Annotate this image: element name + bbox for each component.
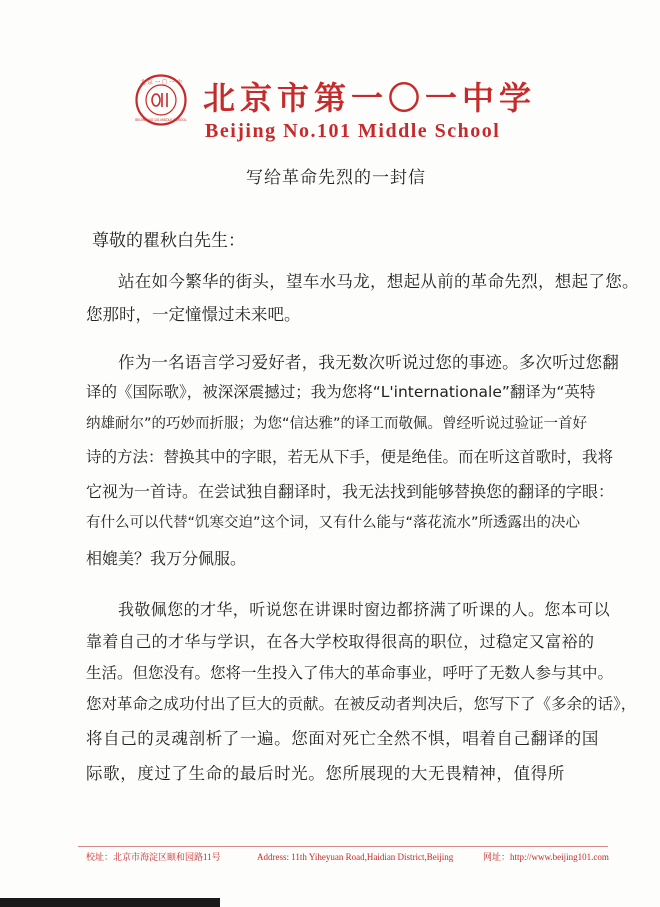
school-name-cn: 北京市第一〇一中学 xyxy=(203,79,537,117)
school-logo xyxy=(135,74,187,126)
letter-line: 译的《国际歌》，被深深震撼过；我为您将“L'internationale”翻译为“英特 xyxy=(86,383,596,401)
letter-line: 有什么可以代替“饥寒交迫”这个词，又有什么能与“落花流水”所透露出的决心 xyxy=(86,515,581,531)
svg-text:北 京 一 〇 一 中: 北 京 一 〇 一 中 xyxy=(140,80,182,86)
letter-line: 它视为一首诗。在尝试独自翻译时，我无法找到能够替换您的翻译的字眼： xyxy=(86,482,615,501)
school-name-en: Beijing No.101 Middle School xyxy=(205,120,501,142)
letter-line: 靠着自己的才华与学识，在各大学校取得很高的职位，过稳定又富裕的 xyxy=(86,632,595,651)
letter-line: 生活。但您没有。您将一生投入了伟大的革命事业，呼吁了无数人参与其中。 xyxy=(86,664,614,682)
footer-rule xyxy=(78,846,608,847)
letter-salutation: 尊敬的瞿秋白先生： xyxy=(92,231,245,251)
footer-website: 网址：http://www.beijing101.com xyxy=(483,852,609,862)
letter-line: 我敬佩您的才华，听说您在讲课时窗边都挤满了听课的人。您本可以 xyxy=(118,600,611,619)
scan-edge-mark xyxy=(0,898,220,907)
footer-address-cn: 校址：北京市海淀区颐和园路11号 xyxy=(86,852,221,862)
letter-line: 际歌，度过了生命的最后时光。您所展现的大无畏精神，值得所 xyxy=(86,764,565,783)
footer-address-en: Address: 11th Yiheyuan Road,Haidian District,Beijing xyxy=(257,852,454,862)
letter-line: 您那时，一定憧憬过未来吧。 xyxy=(86,305,301,324)
svg-text:BEIJING NO.101 MIDDLE SCHOOL: BEIJING NO.101 MIDDLE SCHOOL xyxy=(135,118,187,122)
letter-line: 纳雄耐尔”的巧妙而折服；为您“信达雅”的译工而敬佩。曾经听说过验证一首好 xyxy=(86,416,588,432)
letter-title: 写给革命先烈的一封信 xyxy=(246,168,426,188)
letter-line: 站在如今繁华的街头，望车水马龙，想起从前的革命先烈，想起了您。 xyxy=(118,272,639,291)
letter-line: 作为一名语言学习爱好者，我无数次听说过您的事迹。多次听过您翻 xyxy=(118,353,619,372)
letter-line: 您对革命之成功付出了巨大的贡献。在被反动者判决后，您写下了《多余的话》， xyxy=(86,695,637,713)
letter-line: 相媲美？我万分佩服。 xyxy=(86,549,247,568)
letter-line: 诗的方法：替换其中的字眼，若无从下手，便是绝佳。而在听这首歌时，我将 xyxy=(86,448,614,466)
letter-line: 将自己的灵魂剖析了一遍。您面对死亡全然不惧，唱着自己翻译的国 xyxy=(86,729,599,748)
